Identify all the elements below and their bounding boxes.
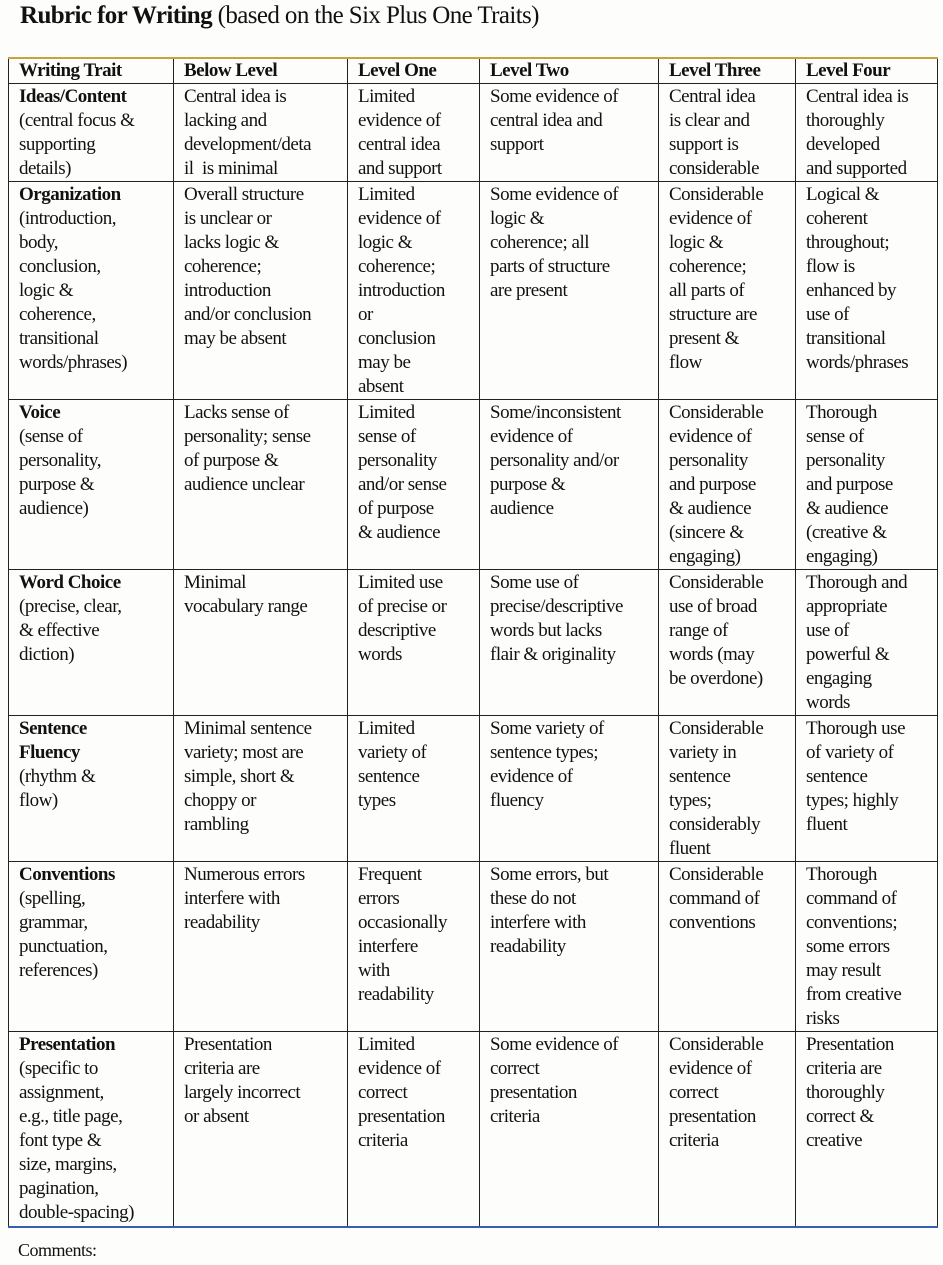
- level-cell: Central idea is clear and support is considerable: [659, 84, 796, 182]
- title-bold: Rubric for Writing: [20, 2, 212, 29]
- level-cell: Considerable evidence of personality and purpose & audience (sincere & engaging): [659, 400, 796, 570]
- table-row: [9, 570, 938, 716]
- level-cell: Some evidence of logic & coherence; all parts of structure are present: [480, 182, 659, 400]
- table-row: [9, 862, 938, 1032]
- level-cell: Lacks sense of personality; sense of purpose & audience unclear: [174, 400, 348, 570]
- table-row: [9, 716, 938, 862]
- trait-description: (spelling, grammar, punctuation, references): [19, 888, 108, 981]
- trait-cell: [9, 570, 174, 716]
- trait-description: (central focus & supporting details): [19, 110, 135, 179]
- level-cell: Considerable evidence of logic & coherence; all parts of structure are present & flow: [659, 182, 796, 400]
- trait-description: (introduction, body, conclusion, logic & coherence, transitional words/phrases): [19, 208, 128, 373]
- level-cell: Considerable use of broad range of words (may be overdone): [659, 570, 796, 716]
- level-cell: Limited use of precise or descriptive words: [348, 570, 480, 716]
- level-cell: Limited evidence of logic & coherence; introduction or conclusion may be absent: [348, 182, 480, 400]
- trait-cell: [9, 182, 174, 400]
- level-cell: Considerable evidence of correct presentation criteria: [659, 1032, 796, 1227]
- table-row: [9, 1032, 938, 1227]
- level-cell: Considerable variety in sentence types; considerably fluent: [659, 716, 796, 862]
- level-cell: Some errors, but these do not interfere with readability: [480, 862, 659, 1032]
- level-cell: Limited variety of sentence types: [348, 716, 480, 862]
- column-header: Level Four: [796, 58, 938, 84]
- trait-name: Presentation: [19, 1034, 116, 1055]
- level-cell: Overall structure is unclear or lacks logic & coherence; introduction and/or conclusion may be absent: [174, 182, 348, 400]
- column-header: Level One: [348, 58, 480, 84]
- table-row: [9, 84, 938, 182]
- trait-name: Conventions: [19, 864, 115, 885]
- trait-cell: [9, 1032, 174, 1227]
- trait-name: Organization: [19, 184, 121, 205]
- level-cell: Limited evidence of correct presentation criteria: [348, 1032, 480, 1227]
- trait-cell: [9, 84, 174, 182]
- level-cell: Minimal sentence variety; most are simple, short & choppy or rambling: [174, 716, 348, 862]
- level-cell: Some use of precise/descriptive words but lacks flair & originality: [480, 570, 659, 716]
- level-cell: Some variety of sentence types; evidence of fluency: [480, 716, 659, 862]
- column-header: Level Three: [659, 58, 796, 84]
- level-cell: Frequent errors occasionally interfere with readability: [348, 862, 480, 1032]
- level-cell: Thorough use of variety of sentence types; highly fluent: [796, 716, 938, 862]
- level-cell: Presentation criteria are largely incorrect or absent: [174, 1032, 348, 1227]
- table-row: [9, 182, 938, 400]
- level-cell: Limited sense of personality and/or sense of purpose & audience: [348, 400, 480, 570]
- trait-description: (rhythm & flow): [19, 766, 96, 811]
- level-cell: Considerable command of conventions: [659, 862, 796, 1032]
- trait-name: Ideas/Content: [19, 86, 127, 107]
- trait-description: (precise, clear, & effective diction): [19, 596, 122, 665]
- level-cell: Central idea is thoroughly developed and supported: [796, 84, 938, 182]
- level-cell: Central idea is lacking and development/deta il is minimal: [174, 84, 348, 182]
- trait-name: Sentence Fluency: [19, 718, 87, 763]
- level-cell: Logical & coherent throughout; flow is enhanced by use of transitional words/phrases: [796, 182, 938, 400]
- trait-cell: [9, 716, 174, 862]
- title-subtitle: (based on the Six Plus One Traits): [211, 2, 539, 29]
- level-cell: Some/inconsistent evidence of personality and/or purpose & audience: [480, 400, 659, 570]
- level-cell: Limited evidence of central idea and support: [348, 84, 480, 182]
- trait-description: (specific to assignment, e.g., title page, font type & size, margins, pagination, double-spacing): [19, 1058, 134, 1223]
- trait-name: Word Choice: [19, 572, 121, 593]
- level-cell: Minimal vocabulary range: [174, 570, 348, 716]
- comments-label: Comments:: [18, 1240, 97, 1260]
- level-cell: Numerous errors interfere with readability: [174, 862, 348, 1032]
- table-row: [9, 400, 938, 570]
- level-cell: Thorough sense of personality and purpose & audience (creative & engaging): [796, 400, 938, 570]
- level-cell: Some evidence of central idea and support: [480, 84, 659, 182]
- level-cell: Presentation criteria are thoroughly correct & creative: [796, 1032, 938, 1227]
- header-row: [9, 58, 938, 84]
- column-header: Level Two: [480, 58, 659, 84]
- trait-description: (sense of personality, purpose & audience): [19, 426, 101, 519]
- level-cell: Some evidence of correct presentation criteria: [480, 1032, 659, 1227]
- column-header: Below Level: [174, 58, 348, 84]
- page-title: [20, 2, 539, 30]
- trait-name: Voice: [19, 402, 61, 423]
- column-header: Writing Trait: [9, 58, 174, 84]
- level-cell: Thorough and appropriate use of powerful & engaging words: [796, 570, 938, 716]
- level-cell: Thorough command of conventions; some errors may result from creative risks: [796, 862, 938, 1032]
- trait-cell: [9, 400, 174, 570]
- rubric-table: [8, 57, 938, 1228]
- trait-cell: [9, 862, 174, 1032]
